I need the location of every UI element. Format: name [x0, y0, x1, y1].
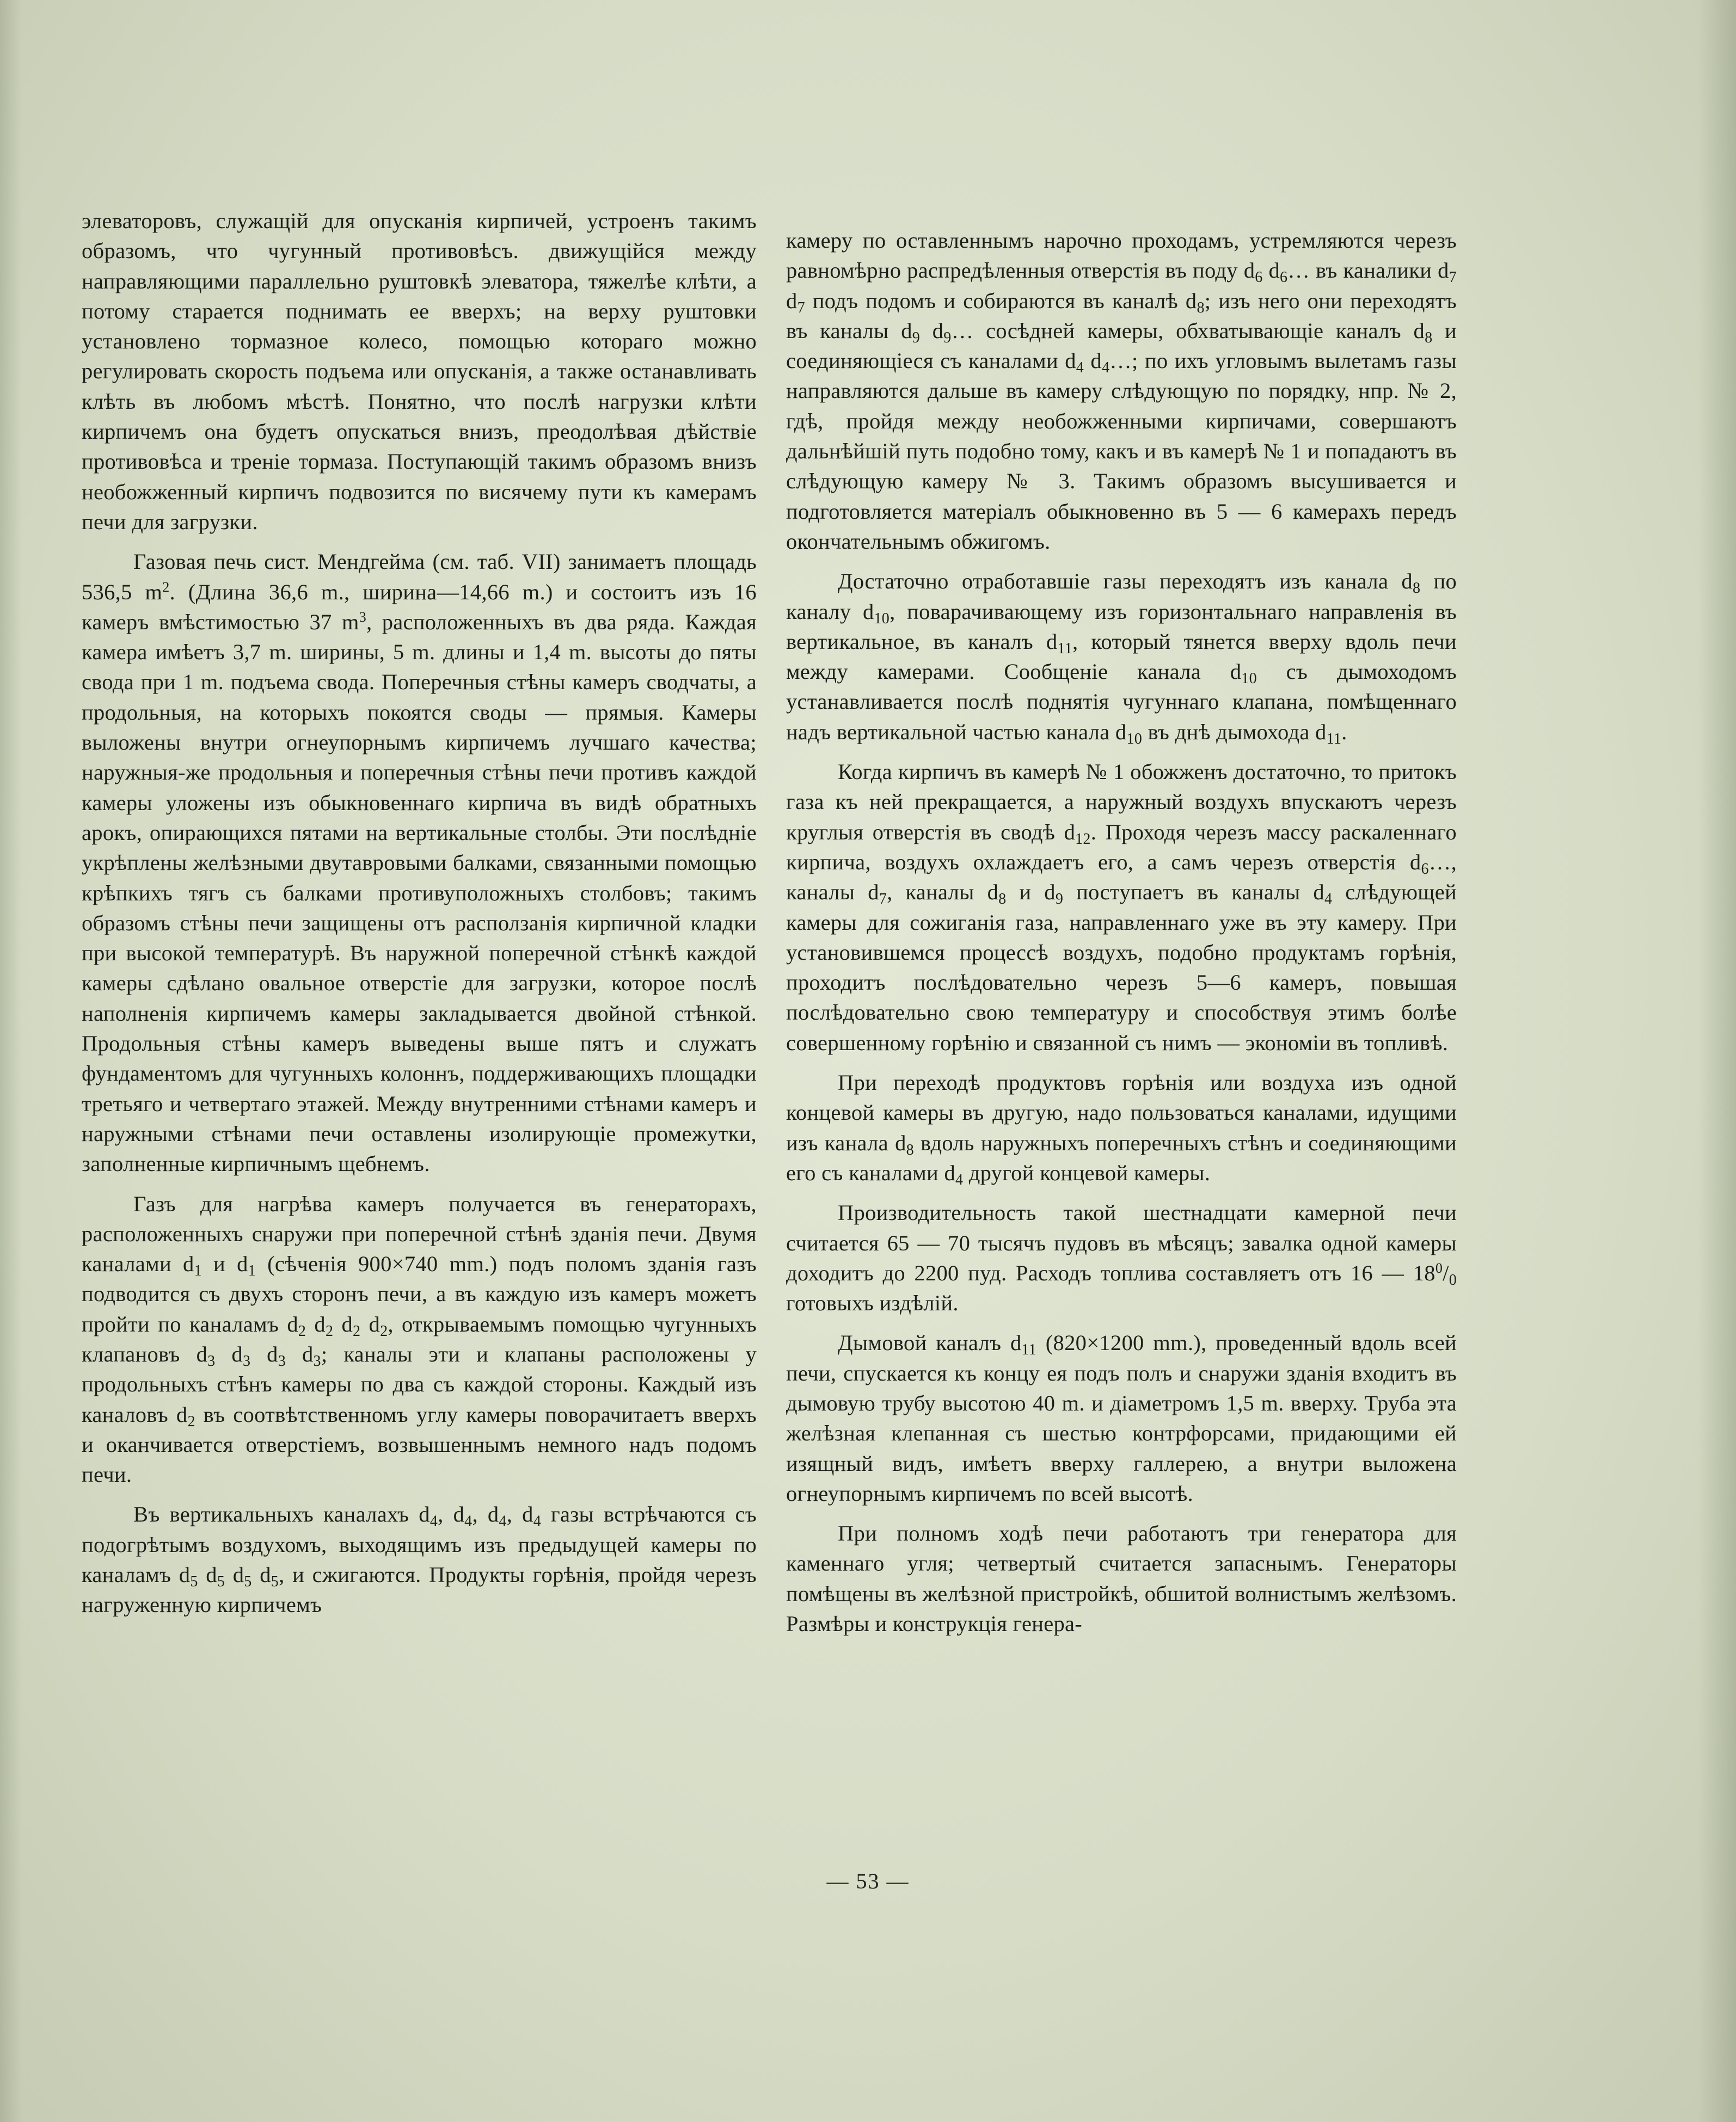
text-run: d [786, 288, 798, 313]
subscript: 2 [325, 1322, 334, 1340]
text-run: . [1341, 719, 1347, 744]
text-run: готовыхъ издѣлій. [786, 1291, 959, 1316]
subscript: 7 [879, 891, 887, 908]
text-run: Достаточно отработавшіе газы переходятъ изъ канала d [838, 569, 1413, 594]
text-run: , d [506, 1502, 533, 1527]
text-run: d [1084, 348, 1102, 373]
text-run: съ дымоходомъ устанавливается послѣ поднятія чугуннаго клапана, помѣщеннаго надъ вертикальной частью канала d [786, 659, 1457, 744]
subscript: 10 [1241, 670, 1257, 688]
subscript: 10 [874, 610, 890, 627]
subscript: 11 [1021, 1341, 1037, 1359]
text-run: , d [472, 1502, 499, 1527]
text-run: по каналу d [786, 569, 1457, 624]
paragraph-text: При полномъ ходѣ печи работаютъ три генератора для каменнаго угля; четвертый считается запаснымъ. Генераторы помѣщены въ желѣзной пристройкѣ, обшитой волнистымъ желѣзомъ. Размѣры и конструкція генера- [786, 1521, 1457, 1636]
text-run: d [251, 1562, 271, 1587]
subscript: 4 [533, 1513, 542, 1530]
text-run: другой концевой камеры. [963, 1160, 1211, 1185]
text-run: d [215, 1341, 243, 1366]
text-run: , каналы d [887, 880, 999, 905]
subscript: 4 [1324, 891, 1333, 908]
subscript: 5 [217, 1573, 225, 1591]
subscript: 5 [271, 1573, 279, 1591]
paragraph [786, 757, 1457, 1058]
text-run: d [198, 1562, 217, 1587]
paragraph [786, 1068, 1457, 1188]
subscript: 3 [278, 1352, 286, 1370]
text-run: Газовая печь сист. Мендгейма (см. таб. VII) занимаетъ площадь 536,5 m [82, 549, 757, 604]
paragraph-text: элеваторовъ, служащій для опусканія кирпичей, устроенъ такимъ образомъ, что чугунный противовѣсъ. движущійся между направляющими параллельно руштовкѣ элеватора, тяжелѣе клѣти, а потому старается поднимать ее вверхъ; на верху руштовки установлено тормазное колесо, помощью котораго можно регулировать скорость подъема или опусканія, а также останавливать клѣть въ любомъ мѣстѣ. Понятно, что послѣ нагрузки клѣти кирпичемъ она будетъ опускаться внизъ, преодолѣвая дѣйствіе противовѣса и треніе тормаза. Поступающій такимъ образомъ внизъ необожженный кирпичъ подвозится по висячему пути къ камерамъ печи для загрузки. [82, 208, 757, 534]
text-run: (820×1200 mm.), проведенный вдоль всей печи, спускается къ концу ея подъ полъ и снаружи зданія входитъ въ дымовую трубу высотою 40 m. и діаметромъ 1,5 m. вверху. Труба эта желѣзная клепанная съ шестью контрфорсами, придающими ей изящный видъ, имѣетъ вверху галлерею, а внутри выложена огнеупорнымъ кирпичемъ по всей высотѣ. [786, 1330, 1457, 1506]
text-run: d [920, 318, 944, 343]
subscript: 8 [1197, 299, 1205, 316]
paragraph [82, 1499, 757, 1620]
subscript: 10 [1126, 730, 1143, 747]
subscript: 3 [242, 1352, 251, 1370]
subscript: 1 [248, 1262, 256, 1280]
subscript: 4 [430, 1513, 438, 1530]
text-run: d [225, 1562, 244, 1587]
subscript: 4 [1101, 359, 1110, 377]
text-run: … въ каналики d [1287, 258, 1449, 283]
text-run: Газъ для нагрѣва камеръ получается въ генераторахъ, расположенныхъ снаружи при поперечной стѣнѣ зданія печи. Двумя каналами d [82, 1191, 757, 1277]
text-run: , расположенныхъ въ два ряда. Каждая камера имѣетъ 3,7 m. ширины, 5 m. длины и 1,4 m. высоты до пяты свода при 1 m. подъема свода. Поперечныя стѣны камеръ сводчаты, а продольныя, на которыхъ покоятся своды — прямыя. Камеры выложены внутри огнеупорнымъ кирпичемъ лучшаго качества; наружныя-же продольныя и поперечныя стѣны печи противъ каждой камеры уложены изъ обыкновеннаго кирпича въ видѣ обратныхъ арокъ, опирающихся пятами на вертикальные столбы. Эти послѣдніе укрѣплены желѣзными двутавровыми балками, связанными помощью крѣпкихъ тягъ съ балками противуположныхъ столбовъ; такимъ образомъ стѣны печи защищены отъ расползанія кирпичной кладки при высокой температурѣ. Въ наружной поперечной стѣнкѣ каждой камеры сдѣлано овальное отверстіе для загрузки, которое послѣ наполненія кирпичемъ камеры закладывается двойной стѣнкой. Продольныя стѣны камеръ выведены выше пятъ и служатъ фундаментомъ для чугунныхъ колоннъ, поддерживающихъ площадки третьяго и четвертаго этажей. Между внутренними стѣнами камеръ и наружными стѣнами печи оставлены изолирующіе промежутки, заполненные кирпичнымъ щебнемъ. [82, 609, 757, 1176]
text-run: поступаетъ въ каналы d [1063, 880, 1324, 905]
paragraph [786, 566, 1457, 747]
subscript: 7 [1449, 269, 1457, 286]
paragraph [82, 1189, 757, 1490]
text-run: ; изъ него они переходятъ въ каналы d [786, 288, 1457, 343]
subscript: 11 [1326, 730, 1342, 747]
text-run: . Проходя черезъ массу раскаленнаго кирпича, воздухъ охлаждаетъ его, а самъ черезъ отверстія d [786, 819, 1457, 874]
subscript: 4 [1076, 359, 1084, 377]
text-run: , поварачивающему изъ горизонтальнаго направленія въ вертикальное, въ каналъ d [786, 599, 1457, 654]
text-run: Производительность такой шестнадцати камерной печи считается 65 — 70 тысячъ пудовъ въ мѣсяцъ; завалка одной камеры доходитъ до 2200 пуд. Расходъ топлива составляетъ отъ 16 — 18 [786, 1200, 1457, 1285]
text-run: и соединяющіеся съ каналами d [786, 318, 1457, 373]
paragraph [786, 225, 1457, 556]
subscript: 6 [1280, 269, 1288, 286]
subscript: 8 [906, 1141, 914, 1158]
text-run: d [250, 1341, 278, 1366]
text-run: , открываемымъ помощью чугунныхъ клапановъ d [82, 1311, 757, 1366]
text-run: d [286, 1341, 314, 1366]
page-shadow-left [0, 0, 22, 2122]
subscript: 11 [1057, 640, 1073, 657]
subscript: 0 [1449, 1271, 1457, 1289]
subscript: 7 [797, 299, 805, 316]
subscript: 9 [943, 329, 952, 346]
subscript: 4 [955, 1171, 964, 1188]
subscript: 4 [464, 1513, 473, 1530]
page-shadow-right [1698, 0, 1736, 2122]
subscript: 9 [912, 329, 921, 346]
text-run: d [333, 1311, 353, 1336]
text-run: …, каналы d [786, 849, 1457, 905]
paragraph [82, 547, 757, 1179]
subscript: 6 [1421, 860, 1429, 878]
right-text-column [786, 225, 1457, 1648]
superscript: 3 [359, 609, 366, 625]
text-run: въ соотвѣтственномъ углу камеры поворачитаетъ вверхъ и оканчивается отверстіемъ, возвышеннымъ немного надъ подомъ печи. [82, 1402, 757, 1487]
subscript: 9 [1055, 891, 1064, 908]
text-run: Въ вертикальныхъ каналахъ d [133, 1502, 430, 1527]
subscript: 12 [1075, 830, 1091, 848]
paragraph [786, 1198, 1457, 1318]
text-run: … сосѣдней камеры, обхватывающіе каналъ d [951, 318, 1425, 343]
paragraph [82, 206, 757, 537]
subscript: 2 [298, 1322, 306, 1340]
subscript: 2 [380, 1322, 388, 1340]
subscript: 8 [998, 891, 1007, 908]
text-run: d [306, 1311, 326, 1336]
text-run: вдоль наружныхъ поперечныхъ стѣнъ и соединяющими его съ каналами d [786, 1130, 1457, 1185]
superscript: 0 [1435, 1260, 1443, 1276]
text-run: Когда кирпичъ въ камерѣ № 1 обожженъ достаточно, то притокъ газа къ ней прекращается, а наружный воздухъ впускаютъ черезъ круглыя отверстія въ сводѣ d [786, 759, 1457, 844]
page-number: — 53 — [826, 1869, 910, 1893]
text-run: d [1262, 258, 1280, 283]
text-run: d [360, 1311, 381, 1336]
subscript: 3 [313, 1352, 321, 1370]
text-run: Дымовой каналъ d [838, 1330, 1022, 1356]
subscript: 8 [1412, 580, 1421, 597]
subscript: 4 [499, 1513, 507, 1530]
paragraph [786, 1328, 1457, 1508]
text-run: (сѣченія 900×740 mm.) подъ поломъ зданія газъ подводится съ двухъ сторонъ печи, а въ каждую изъ камеръ можетъ пройти по каналамъ d [82, 1252, 757, 1336]
subscript: 5 [244, 1573, 252, 1591]
text-run: газы встрѣчаются съ подогрѣтымъ воздухомъ, выходящимъ изъ предыдущей камеры по каналамъ d [82, 1502, 757, 1587]
text-run: подъ подомъ и собираются въ каналѣ d [805, 288, 1197, 313]
subscript: 2 [353, 1322, 361, 1340]
superscript: 2 [162, 579, 170, 595]
text-run: ; каналы эти и клапаны расположены у продольныхъ стѣнъ камеры по два съ каждой стороны. Каждый изъ каналовъ d [82, 1341, 757, 1427]
text-run: , d [438, 1502, 465, 1527]
subscript: 5 [190, 1573, 198, 1591]
left-text-column [82, 206, 757, 1630]
text-run: и d [201, 1252, 248, 1277]
subscript: 6 [1255, 269, 1263, 286]
subscript: 8 [1425, 329, 1433, 346]
text-run: / [1443, 1260, 1449, 1285]
text-run: въ днѣ дымохода d [1142, 719, 1327, 744]
text-run: и d [1006, 880, 1056, 905]
text-run: , и сжигаются. Продукты горѣнія, пройдя черезъ нагруженную кирпичемъ [82, 1562, 757, 1617]
text-run: , который тянется вверху вдоль печи между камерами. Сообщеніе канала d [786, 629, 1457, 684]
text-run: При переходѣ продуктовъ горѣнія или воздуха изъ одной концевой камеры въ другую, надо пользоваться каналами, идущими изъ канала d [786, 1070, 1457, 1155]
subscript: 3 [207, 1352, 216, 1370]
subscript: 1 [194, 1262, 202, 1280]
text-run: …; по ихъ угловымъ вылетамъ газы направляются дальше въ камеру слѣдующую по порядку, нпр. № 2, гдѣ, пройдя между необожженными кирпичами, совершаютъ дальнѣйшій путь подобно тому, какъ и въ камерѣ № 1 и попадаютъ въ слѣдующую камеру № 3. Такимъ образомъ высушивается и подготовляется матеріалъ обыкновенно въ 5 — 6 камерахъ передъ окончательнымъ обжигомъ. [786, 348, 1457, 554]
subscript: 2 [187, 1413, 195, 1430]
text-run: . (Длина 36,6 m., ширина—14,66 m.) и состоитъ изъ 16 камеръ вмѣстимостью 37 m [82, 579, 757, 634]
paragraph [786, 1518, 1457, 1639]
text-run: слѣдующей камеры для сожиганія газа, направленнаго уже въ эту камеру. При установившемся процессѣ воздухъ, подобно продуктамъ горѣнія, проходитъ послѣдовательно черезъ 5—6 камеръ, повышая послѣдовательно свою температуру и способствуя этимъ болѣе совершенному горѣнію и связанной съ нимъ — экономіи въ топливѣ. [786, 880, 1457, 1055]
text-run: камеру по оставленнымъ нарочно проходамъ, устремляются черезъ равномѣрно распредѣленныя отверстія въ поду d [786, 228, 1457, 283]
